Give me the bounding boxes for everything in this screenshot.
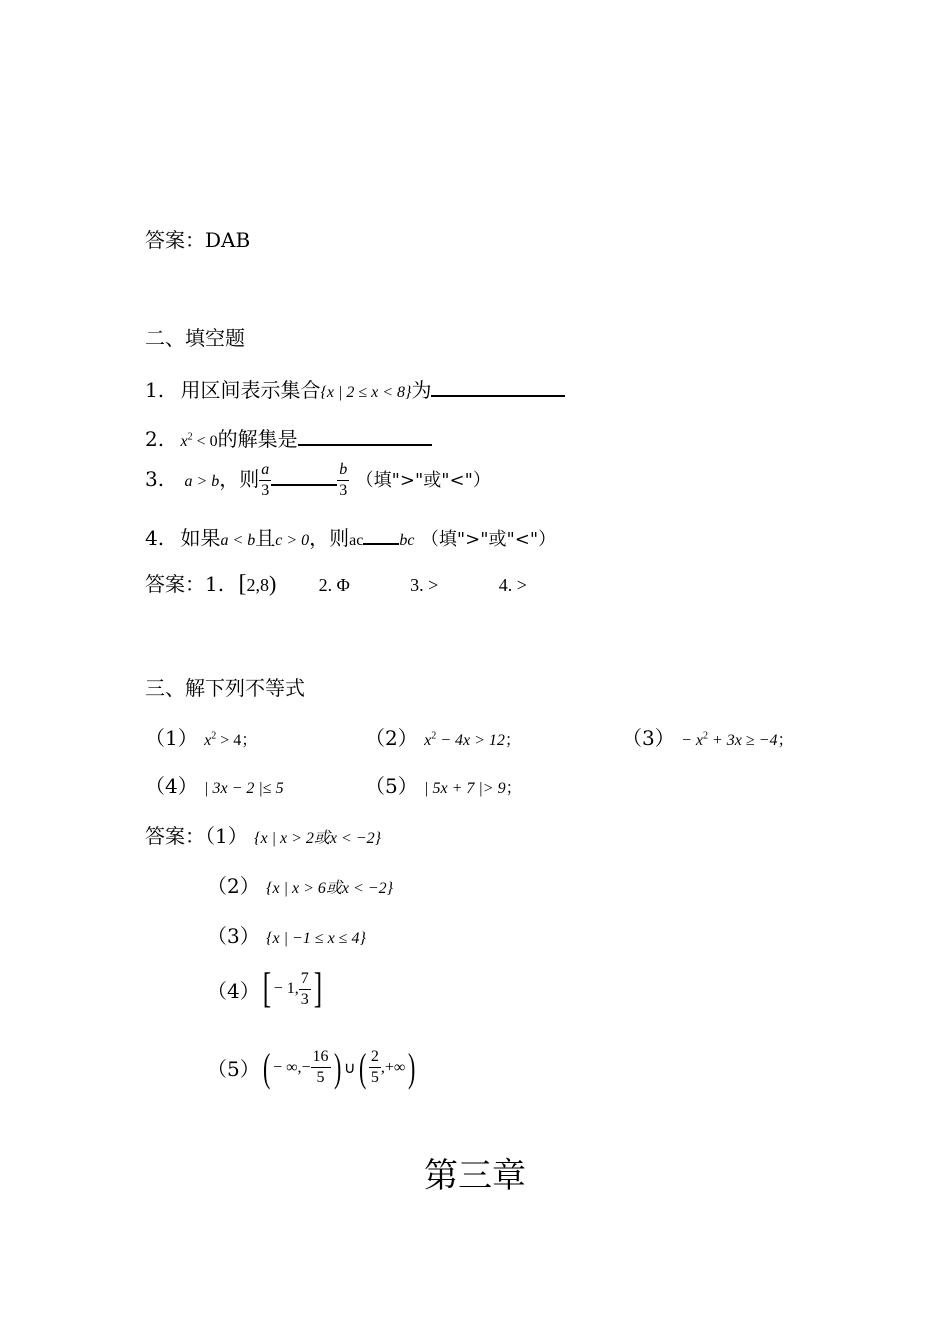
problem-3: $(3) - x^2 + 3x \ge -4$； (622, 726, 794, 750)
section3-answer-2 (207, 870, 393, 899)
section3-answer-5: （5） ( − ∞,− $\frac{16}{5}$ ) ∪ ( $\frac{2}{5}$ ,+∞ ) (207, 1045, 416, 1090)
and-word: 且 (255, 526, 276, 550)
question-4 (145, 522, 556, 551)
section2-answers (145, 568, 527, 598)
answer-line-choice (145, 224, 250, 253)
question-3 (145, 462, 491, 499)
problem-4: （4） | 3x − 2 |≤ 5 (145, 774, 284, 798)
bc-term: bc (399, 532, 415, 549)
section-title-solve-inequalities: 三、解下列不等式 (145, 676, 305, 700)
question-1 (145, 374, 565, 403)
answer-blank (363, 543, 399, 545)
problem-number: （3） (622, 726, 675, 750)
section3-answer-4: （4） [ − 1, $\frac{7}{3}$ ] (207, 966, 322, 1012)
problem-number: （1） (145, 726, 198, 750)
question-number: 3. (145, 467, 165, 491)
question-2 (145, 423, 432, 452)
answer-blank (431, 395, 565, 397)
question-tail: 为 (411, 378, 432, 402)
then-word: ，则 (219, 467, 260, 491)
ac-term: ac (349, 532, 364, 549)
answer-4: 4. > (498, 575, 527, 595)
section3-answer-3 (207, 920, 366, 949)
expr-base: x (180, 433, 188, 450)
set-expression: {x | 2 ≤ x < 8} (320, 384, 412, 401)
problem-number: （2） (365, 726, 418, 750)
right-bracket: ] (313, 966, 322, 1012)
fraction-b-over-3: $\frac{b}{3}$ (339, 461, 348, 499)
answer-number: （5） (207, 1057, 260, 1081)
problem-2: （2） $x^2 - 4x > 12$； (365, 726, 521, 750)
answer-1-interval: [2,8) (238, 571, 277, 597)
fraction-a-over-3: $\frac{a}{3}$ (261, 461, 270, 499)
then-word: ，则 (309, 526, 350, 550)
question-text: 用区间表示集合 (180, 378, 321, 402)
answer-value: DAB (205, 228, 251, 252)
question-number: 2. (145, 427, 165, 451)
answer-label: 答案： (145, 572, 205, 596)
chapter-heading: 第三章 (424, 1156, 526, 1196)
answer-3: 3. > (410, 575, 439, 595)
answer-label: 答案： (145, 228, 205, 252)
problem-1: （1） $x^2 > 4$； (145, 726, 258, 750)
answer-expression: {x | x > 6或x < −2} (266, 880, 393, 897)
section3-answer-1 (145, 820, 381, 849)
answer-number: （4） (207, 978, 260, 1003)
problem-number: （4） (145, 774, 198, 798)
section-title-fill-blank: 二、填空题 (145, 326, 245, 350)
answer-2: 2. Φ (318, 575, 350, 595)
condition-2: c > 0 (275, 532, 310, 549)
condition: a > b (184, 473, 220, 490)
left-bracket: [ (262, 966, 271, 1012)
question-tail: 的解集是 (217, 427, 298, 451)
answer-1-number: 1. (205, 572, 225, 596)
question-number: 1. (145, 378, 165, 402)
condition-1: a < b (220, 532, 256, 549)
answer-expression: {x | −1 ≤ x ≤ 4} (266, 930, 366, 947)
answer-blank (298, 444, 432, 446)
expr-exponent: 2 (187, 431, 193, 443)
fill-hint: （填">"或"<"） (355, 470, 491, 491)
answer-number: （3） (207, 924, 260, 948)
problem-number: （5） (365, 774, 418, 798)
fill-hint: （填">"或"<"） (420, 529, 557, 550)
problem-5: （5） | 5x + 7 |> 9； (365, 774, 522, 798)
answer-label: 答案： (145, 824, 205, 848)
answer-number: （1） (205, 824, 248, 848)
question-text: 如果 (180, 526, 221, 550)
answer-number: （2） (207, 874, 260, 898)
expr-rest: < 0 (192, 433, 218, 450)
question-number: 4. (145, 526, 165, 550)
answer-expression: {x | x > 2或x < −2} (254, 830, 381, 847)
answer-blank (271, 484, 337, 486)
